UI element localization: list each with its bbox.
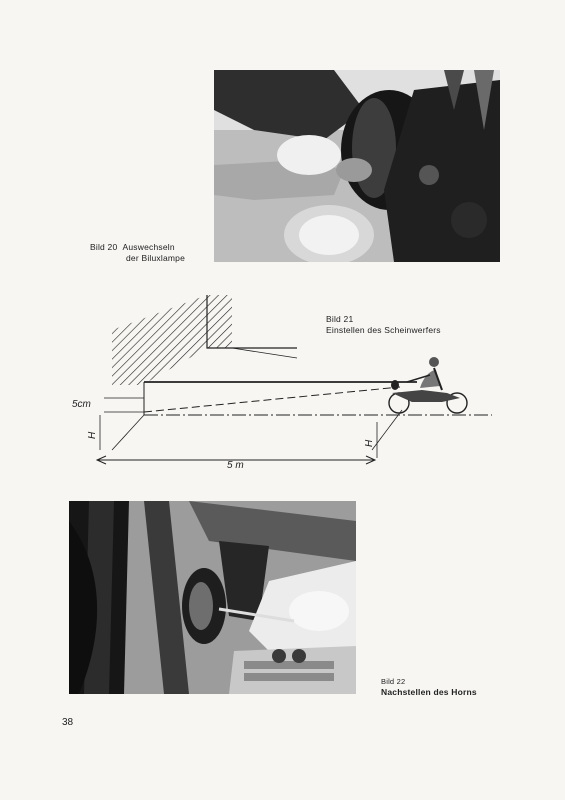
- caption-fig20-number: Bild 20: [90, 242, 118, 252]
- caption-fig20-line1: [90, 242, 185, 253]
- floor-edge-line: [232, 348, 297, 358]
- photo-headlamp-bulb-change: [214, 70, 500, 262]
- ground-line-right: [372, 410, 402, 450]
- caption-fig22-number: Bild 22: [381, 677, 406, 686]
- caption-fig21-title: Einstellen des Scheinwerfers: [326, 325, 441, 335]
- wall-edge-hatching: [207, 295, 232, 348]
- label-5m: 5 m: [227, 460, 244, 471]
- caption-fig22: [381, 676, 477, 698]
- beam-center-dashed-line: [144, 387, 400, 412]
- caption-fig21: [326, 314, 441, 336]
- wall-hatching: [112, 295, 207, 450]
- caption-fig22-title: Nachstellen des Horns: [381, 687, 477, 697]
- headlamp-photo-image: [214, 70, 500, 262]
- ground-line-left: [112, 415, 144, 450]
- photo-horn-adjustment: [69, 501, 356, 694]
- label-5cm: 5cm: [72, 399, 91, 410]
- horn-photo-image: [69, 501, 356, 694]
- caption-fig20-title-line2: der Biluxlampe: [126, 253, 186, 263]
- label-h-right: H: [364, 439, 375, 447]
- caption-fig21-number: Bild 21: [326, 314, 354, 324]
- caption-fig20: [90, 242, 185, 264]
- page-number: 38: [62, 717, 74, 728]
- motorcycle-with-rider: [389, 357, 467, 413]
- label-h-left: H: [87, 431, 98, 439]
- caption-fig20-title-line1: Auswechseln: [122, 242, 175, 252]
